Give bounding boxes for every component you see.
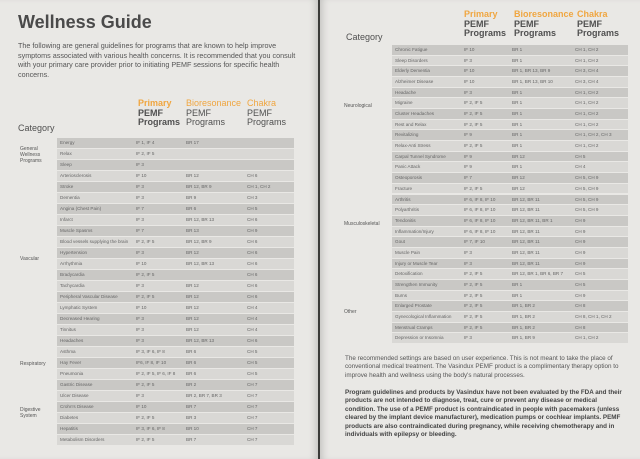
chakra-cell: CH 6 — [247, 294, 258, 299]
condition-cell: Tachycardia — [60, 283, 85, 288]
chakra-cell: CH 4 — [247, 316, 258, 321]
chakra-cell: CH 6 — [247, 261, 258, 266]
table-row — [392, 248, 628, 259]
condition-cell: Tinnitus — [60, 327, 76, 332]
table-row — [392, 98, 628, 109]
condition-cell: Tendonitis — [395, 217, 416, 223]
table-row — [392, 77, 628, 88]
primary-cell: IF 10 — [464, 47, 475, 52]
table-row — [57, 292, 294, 303]
chakra-cell: CH 6 — [247, 272, 258, 277]
condition-cell: Crohn's Disease — [60, 404, 94, 409]
chakra-cell: CH 4 — [247, 327, 258, 332]
chakra-cell: CH 9 — [575, 260, 586, 266]
bioresonance-cell: BR 12, BR 11 — [512, 249, 540, 255]
table-row — [392, 301, 628, 312]
primary-cell: IF 3 — [136, 250, 144, 255]
primary-cell: IF 2, IF 5 — [136, 437, 155, 442]
bioresonance-cell: BR 10 — [186, 426, 199, 431]
condition-cell: Panic Attack — [395, 164, 421, 170]
condition-cell: Metabolism Disorders — [60, 437, 105, 442]
primary-cell: IF 7, IF 10 — [464, 239, 485, 245]
condition-cell: Detoxification — [395, 271, 423, 277]
bioresonance-cell: BR 1, BR 9 — [512, 335, 535, 341]
primary-cell: IF 2, IF 5 — [464, 313, 483, 319]
table-row — [392, 109, 628, 120]
condition-cell: Headaches — [60, 338, 84, 343]
chakra-cell: CH 9 — [575, 249, 586, 255]
bioresonance-cell: BR 12, BR 11 — [512, 260, 540, 266]
bioresonance-cell: BR 1 — [512, 121, 523, 127]
table-row — [57, 226, 294, 237]
primary-cell: IF 2, IF 5 — [136, 272, 155, 277]
table-row — [57, 160, 294, 171]
primary-cell: IF 10 — [464, 68, 475, 74]
primary-cell: IF 3 — [136, 393, 144, 398]
condition-cell: Peripheral Vascular Disease — [60, 294, 118, 299]
primary-cell: IF 10 — [136, 261, 147, 266]
category-label: Digestive System — [20, 407, 41, 419]
condition-cell: Decreased Hearing — [60, 316, 100, 321]
primary-cell: IF 3, IF 6, IF 8 — [136, 426, 165, 431]
chakra-cell: CH 7 — [247, 393, 258, 398]
primary-cell: IF 3 — [136, 162, 144, 167]
table-row — [57, 149, 294, 160]
bioresonance-cell: BR 2, BR 7, BR 3 — [186, 393, 222, 398]
table-row — [392, 195, 628, 206]
bioresonance-cell: BR 12 — [512, 175, 525, 181]
bioresonance-cell: BR 12, BR 11 — [512, 239, 540, 245]
table-row — [392, 66, 628, 77]
primary-cell: IF 3 — [136, 327, 144, 332]
left-table — [57, 138, 294, 446]
chakra-cell: CH 9 — [247, 228, 258, 233]
bioresonance-cell: BR 1, BR 2 — [512, 303, 535, 309]
bioresonance-cell: BR 7 — [186, 404, 197, 409]
bioresonance-cell: BR 12 — [186, 316, 199, 321]
table-row — [392, 259, 628, 270]
bioresonance-cell: BR 7 — [186, 437, 197, 442]
condition-cell: Arthritis — [395, 196, 411, 202]
condition-cell: Muscle Spasms — [60, 228, 93, 233]
primary-cell: IF 6, IF 8, IF 10 — [464, 207, 496, 213]
chakra-cell: CH 4 — [247, 305, 258, 310]
table-row — [57, 435, 294, 446]
chakra-cell: CH 6 — [247, 173, 258, 178]
bioresonance-cell: BR 1, BR 13, BR 9 — [512, 68, 551, 74]
chakra-cell: CH 5, CH 9 — [575, 185, 599, 191]
bioresonance-cell: BR 6 — [186, 206, 197, 211]
condition-cell: Hepatitis — [60, 426, 78, 431]
bioresonance-cell: BR 1 — [512, 292, 523, 298]
condition-cell: Gynecological Inflammation — [395, 313, 452, 319]
bioresonance-cell: BR 3 — [186, 415, 197, 420]
bioresonance-cell: BR 12 — [186, 250, 199, 255]
primary-cell: IF 2, IF 5 — [464, 292, 483, 298]
primary-cell: IF 3 — [136, 184, 144, 189]
bioresonance-cell: BR 1 — [512, 143, 523, 149]
primary-cell: IF 2, IF 5 — [136, 382, 155, 387]
bioresonance-header-right: Bioresonance PEMF Programs — [514, 9, 574, 38]
chakra-cell: CH 7 — [247, 382, 258, 387]
bioresonance-cell: BR 12 — [512, 185, 525, 191]
table-row — [392, 120, 628, 131]
primary-cell: IF 6, IF 8, IF 10 — [464, 217, 496, 223]
chakra-cell: CH 5, CH 9 — [575, 196, 599, 202]
condition-cell: Muscle Pain — [395, 249, 421, 255]
table-row — [392, 333, 628, 344]
table-row — [57, 325, 294, 336]
chakra-cell: CH 7 — [247, 426, 258, 431]
bioresonance-cell: BR 12 — [186, 327, 199, 332]
right-table — [392, 45, 628, 344]
bioresonance-header: Bioresonance PEMF Programs — [186, 98, 242, 127]
category-label: Respiratory — [20, 360, 46, 367]
condition-cell: Asthma — [60, 349, 76, 354]
chakra-cell: CH 5 — [247, 206, 258, 211]
primary-cell: IF 10 — [136, 173, 147, 178]
condition-cell: Strengthen Immunity — [395, 281, 438, 287]
primary-cell: IF 9 — [464, 153, 472, 159]
bioresonance-cell: BR 1 — [512, 281, 523, 287]
bioresonance-cell: BR 2 — [186, 382, 197, 387]
table-row — [57, 347, 294, 358]
chakra-cell: CH 6 — [247, 338, 258, 343]
footer-note: The recommended settings are based on user experience. This is not meant to take the place of conventional medical treatment. The Vasindux PEMF product is a complimentary therapy option to improve health and wellness using the body's natural processes. — [345, 355, 619, 379]
category-label: General Wellness Programs — [20, 145, 42, 164]
category-label: Vascular — [20, 256, 40, 262]
chakra-cell: CH 5 — [247, 349, 258, 354]
condition-cell: Carpal Tunnel Syndrome — [395, 153, 446, 159]
category-header-right: Category — [346, 32, 383, 42]
bioresonance-cell: BR 6 — [186, 360, 197, 365]
bioresonance-cell: BR 12 — [186, 283, 199, 288]
primary-cell: IF 3 — [464, 249, 472, 255]
condition-cell: Cluster Headaches — [395, 111, 435, 117]
category-label: Neurological — [344, 103, 372, 110]
condition-cell: Burns — [395, 292, 408, 298]
primary-cell: IF 3 — [136, 195, 144, 200]
table-row — [57, 270, 294, 281]
chakra-cell: CH 1, CH 2 — [575, 89, 599, 95]
chakra-cell: CH 5 — [575, 281, 586, 287]
primary-cell: IF 2, IF 5 — [464, 281, 483, 287]
primary-cell: IF 9 — [464, 132, 472, 138]
primary-header: Primary PEMF Programs — [138, 98, 181, 127]
left-page — [0, 0, 318, 459]
primary-cell: IF 2, IF 5 — [464, 143, 483, 149]
table-row — [57, 402, 294, 413]
bioresonance-cell: BR 12, BR 11, BR 1 — [512, 217, 553, 223]
chakra-cell: CH 9 — [575, 292, 586, 298]
table-row — [392, 269, 628, 280]
primary-cell: IF 2, IF 5 — [464, 303, 483, 309]
bioresonance-cell: BR 12, BR 11 — [512, 196, 540, 202]
category-label: Musculoskeletal — [344, 220, 380, 227]
condition-cell: Pneumonia — [60, 371, 84, 376]
table-row — [392, 227, 628, 238]
primary-cell: IF 7 — [136, 206, 144, 211]
condition-cell: Elderly Dementia — [395, 68, 430, 74]
condition-cell: Ulcer Disease — [60, 393, 89, 398]
table-row — [57, 182, 294, 193]
table-row — [392, 88, 628, 99]
chakra-cell: CH 1, CH 2 — [575, 111, 599, 117]
condition-cell: Gout — [395, 239, 405, 245]
table-row — [57, 358, 294, 369]
footer-disclaimer: Program guidelines and products by Vasindux have not been evaluated by the FDA and their products are not intended to diagnose, treat, cure or prevent any disease or medical condition. The use of a PEMF product is contraindicated in people with pacemakers (unless cleared by the implant device manufacturer), medication pumps or cochlear implants. PEMF products are also contraindicated during pregnancy, while receiving chemotherapy and in individuals with epilepsy or bleeding. — [345, 389, 622, 439]
chakra-cell: CH 9 — [575, 239, 586, 245]
chakra-cell: CH 1, CH 2 — [575, 47, 599, 52]
primary-cell: IF 3 — [464, 57, 472, 63]
chakra-cell: CH 3, CH 4 — [575, 79, 599, 85]
primary-cell: IF 2, IF 5 — [136, 239, 155, 244]
condition-cell: Depression or Insomnia — [395, 335, 444, 341]
chakra-cell: CH 6 — [247, 217, 258, 222]
intro-text: The following are general guidelines for programs that are known to help improve symptoms associated with various health concerns. It is recommended that you consult with your primary care provider prior to initiating PEMF sessions for specific health concerns. — [18, 41, 296, 79]
primary-cell: IF 1, IF 4 — [136, 140, 155, 145]
table-row — [392, 291, 628, 302]
bioresonance-cell: BR 1 — [512, 47, 523, 52]
primary-cell: IF 2, IF 5 — [464, 324, 483, 330]
condition-cell: Relax-Anti Stress — [395, 143, 431, 149]
chakra-cell: CH 5, CH 9 — [575, 207, 599, 213]
table-row — [57, 259, 294, 270]
table-row — [57, 391, 294, 402]
chakra-cell: CH 8, CH 1, CH 2 — [575, 313, 612, 319]
table-row — [392, 237, 628, 248]
condition-cell: Osteoporosis — [395, 175, 423, 181]
primary-cell: IF 7 — [136, 228, 144, 233]
table-row — [57, 215, 294, 226]
primary-cell: IF 6, IF 8, IF 10 — [464, 228, 496, 234]
category-label: Other — [344, 308, 357, 315]
chakra-cell: CH 8 — [575, 324, 586, 330]
bioresonance-cell: BR 1 — [512, 132, 523, 138]
bioresonance-cell: BR 1 — [512, 57, 523, 63]
primary-cell: IF 2, IF 5 — [464, 185, 483, 191]
primary-cell: IF6, IF 8, IF 10 — [136, 360, 167, 365]
bioresonance-cell: BR 6 — [186, 349, 197, 354]
page-title: Wellness Guide — [18, 12, 152, 32]
category-header: Category — [18, 123, 55, 133]
bioresonance-cell: BR 12, BR 9 — [186, 184, 212, 189]
chakra-cell: CH 9 — [575, 228, 586, 234]
condition-cell: Hay Fever — [60, 360, 82, 365]
condition-cell: Dementia — [60, 195, 80, 200]
table-row — [392, 162, 628, 173]
primary-header-right: Primary PEMF Programs — [464, 9, 507, 38]
condition-cell: Sleep — [60, 162, 72, 167]
primary-cell: IF 3 — [136, 338, 144, 343]
chakra-header-right: Chakra PEMF Programs — [577, 9, 620, 38]
bioresonance-cell: BR 13 — [186, 228, 199, 233]
table-row — [57, 281, 294, 292]
primary-cell: IF 2, IF 5 — [136, 294, 155, 299]
table-row — [57, 369, 294, 380]
table-row — [392, 312, 628, 323]
condition-cell: Arteriosclerosis — [60, 173, 92, 178]
condition-cell: Hypertension — [60, 250, 88, 255]
table-row — [392, 152, 628, 163]
primary-cell: IF 10 — [464, 79, 475, 85]
chakra-cell: CH 5 — [247, 360, 258, 365]
condition-cell: Inflammation/Injury — [395, 228, 434, 234]
table-row — [57, 248, 294, 259]
bioresonance-cell: BR 12 — [512, 153, 525, 159]
bioresonance-cell: BR 6 — [186, 371, 197, 376]
condition-cell: Chronic Fatigue — [395, 47, 428, 52]
condition-cell: Injury or Muscle Tear — [395, 260, 438, 266]
primary-cell: IF 7 — [464, 175, 472, 181]
condition-cell: Relax — [60, 151, 72, 156]
chakra-cell: CH 4 — [575, 164, 586, 170]
table-row — [392, 141, 628, 152]
bioresonance-cell: BR 12, BR 11 — [512, 207, 540, 213]
primary-cell: IF 2, IF 5 — [464, 100, 483, 106]
condition-cell: Blood vessels supplying the brain — [60, 239, 129, 244]
table-row — [57, 314, 294, 325]
table-row — [57, 380, 294, 391]
primary-cell: IF 2, IF 5 — [464, 271, 483, 277]
condition-cell: Menstrual Cramps — [395, 324, 433, 330]
bioresonance-cell: BR 12, BR 1, BR 6, BR 7 — [512, 271, 564, 277]
condition-cell: Polyarthritis — [395, 207, 419, 213]
condition-cell: Alzheimer Disease — [395, 79, 434, 85]
table-row — [392, 45, 628, 56]
bioresonance-cell: BR 1, BR 2 — [512, 324, 535, 330]
chakra-cell: CH 6 — [247, 250, 258, 255]
primary-cell: IF 2, IF 5 — [464, 121, 483, 127]
table-row — [392, 173, 628, 184]
bioresonance-cell: BR 1 — [512, 100, 523, 106]
condition-cell: Lymphatic System — [60, 305, 98, 310]
bioresonance-cell: BR 12, BR 11 — [512, 228, 540, 234]
condition-cell: Energy — [60, 140, 75, 145]
bioresonance-cell: BR 12 — [186, 294, 199, 299]
bioresonance-cell: BR 1, BR 2 — [512, 313, 535, 319]
primary-cell: IF 3 — [136, 316, 144, 321]
primary-cell: IF 3 — [464, 89, 472, 95]
condition-cell: Bradycardia — [60, 272, 85, 277]
primary-cell: IF 3 — [464, 260, 472, 266]
chakra-cell: CH 6 — [247, 239, 258, 244]
primary-cell: IF 3 — [136, 283, 144, 288]
primary-cell: IF 10 — [136, 404, 147, 409]
primary-cell: IF 2, IF 5 — [136, 415, 155, 420]
condition-cell: Revitalizing — [395, 132, 419, 138]
table-row — [57, 193, 294, 204]
table-row — [57, 237, 294, 248]
table-row — [392, 205, 628, 216]
chakra-cell: CH 1, CH 2 — [575, 143, 599, 149]
primary-cell: IF 2, IF 5 — [464, 111, 483, 117]
primary-cell: IF 2, IF 5, IF 6, IF 8 — [136, 371, 176, 376]
chakra-cell: CH 1, CH 2, CH 3 — [575, 132, 612, 138]
table-row — [392, 216, 628, 227]
bioresonance-cell: BR 12, BR 9 — [186, 239, 212, 244]
condition-cell: Arrhythmia — [60, 261, 83, 266]
bioresonance-cell: BR 12 — [186, 305, 199, 310]
condition-cell: Sleep Disorders — [395, 57, 428, 63]
chakra-cell: CH 7 — [247, 404, 258, 409]
chakra-cell: CH 3 — [247, 195, 258, 200]
table-row — [392, 130, 628, 141]
chakra-cell: CH 1, CH 2 — [575, 100, 599, 106]
chakra-cell: CH 3, CH 4 — [575, 68, 599, 74]
bioresonance-cell: BR 12, BR 13 — [186, 261, 215, 266]
condition-cell: Infarct — [60, 217, 73, 222]
chakra-cell: CH 7 — [247, 415, 258, 420]
chakra-header: Chakra PEMF Programs — [247, 98, 287, 127]
condition-cell: Headache — [395, 89, 416, 95]
bioresonance-cell: BR 12, BR 13 — [186, 217, 215, 222]
chakra-cell: CH 1, CH 2 — [247, 184, 271, 189]
condition-cell: Stroke — [60, 184, 74, 189]
condition-cell: Enlarged Prostate — [395, 303, 432, 309]
primary-cell: IF 2, IF 5 — [136, 151, 155, 156]
primary-cell: IF 3 — [136, 217, 144, 222]
condition-cell: Gastric Disease — [60, 382, 93, 387]
table-row — [392, 280, 628, 291]
bioresonance-cell: BR 9 — [186, 195, 197, 200]
chakra-cell: CH 5 — [575, 271, 586, 277]
condition-cell: Fracture — [395, 185, 413, 191]
table-row — [57, 413, 294, 424]
table-row — [57, 171, 294, 182]
chakra-cell: CH 6 — [247, 283, 258, 288]
chakra-cell: CH 1, CH 2 — [575, 335, 599, 341]
chakra-cell: CH 7 — [247, 437, 258, 442]
table-row — [57, 336, 294, 347]
chakra-cell: CH 9 — [575, 217, 586, 223]
condition-cell: Angina (Chest Pain) — [60, 206, 102, 211]
primary-cell: IF 10 — [136, 305, 147, 310]
primary-cell: IF 6, IF 8, IF 10 — [464, 196, 496, 202]
table-row — [392, 184, 628, 195]
condition-cell: Rest and Relax — [395, 121, 427, 127]
condition-cell: Migraine — [395, 100, 413, 106]
table-row — [57, 138, 294, 149]
bioresonance-cell: BR 1 — [512, 111, 523, 117]
chakra-cell: CH 8 — [575, 303, 586, 309]
chakra-cell: CH 5 — [247, 371, 258, 376]
primary-cell: IF 9 — [464, 164, 472, 170]
bioresonance-cell: BR 1 — [512, 89, 523, 95]
table-row — [392, 56, 628, 67]
chakra-cell: CH 5 — [575, 153, 586, 159]
table-row — [57, 303, 294, 314]
chakra-cell: CH 5, CH 9 — [575, 175, 599, 181]
bioresonance-cell: BR 1 — [512, 164, 523, 170]
primary-cell: IF 3 — [464, 335, 472, 341]
table-row — [57, 424, 294, 435]
bioresonance-cell: BR 12 — [186, 173, 199, 178]
chakra-cell: CH 1, CH 2 — [575, 121, 599, 127]
condition-cell: Diabetes — [60, 415, 79, 420]
chakra-cell: CH 1, CH 2 — [575, 57, 599, 63]
bioresonance-cell: BR 1, BR 13, BR 10 — [512, 79, 553, 85]
bioresonance-cell: BR 12, BR 13 — [186, 338, 215, 343]
table-row — [392, 323, 628, 334]
table-row — [57, 204, 294, 215]
bioresonance-cell: BR 17 — [186, 140, 199, 145]
primary-cell: IF 3, IF 6, IF 8 — [136, 349, 165, 354]
